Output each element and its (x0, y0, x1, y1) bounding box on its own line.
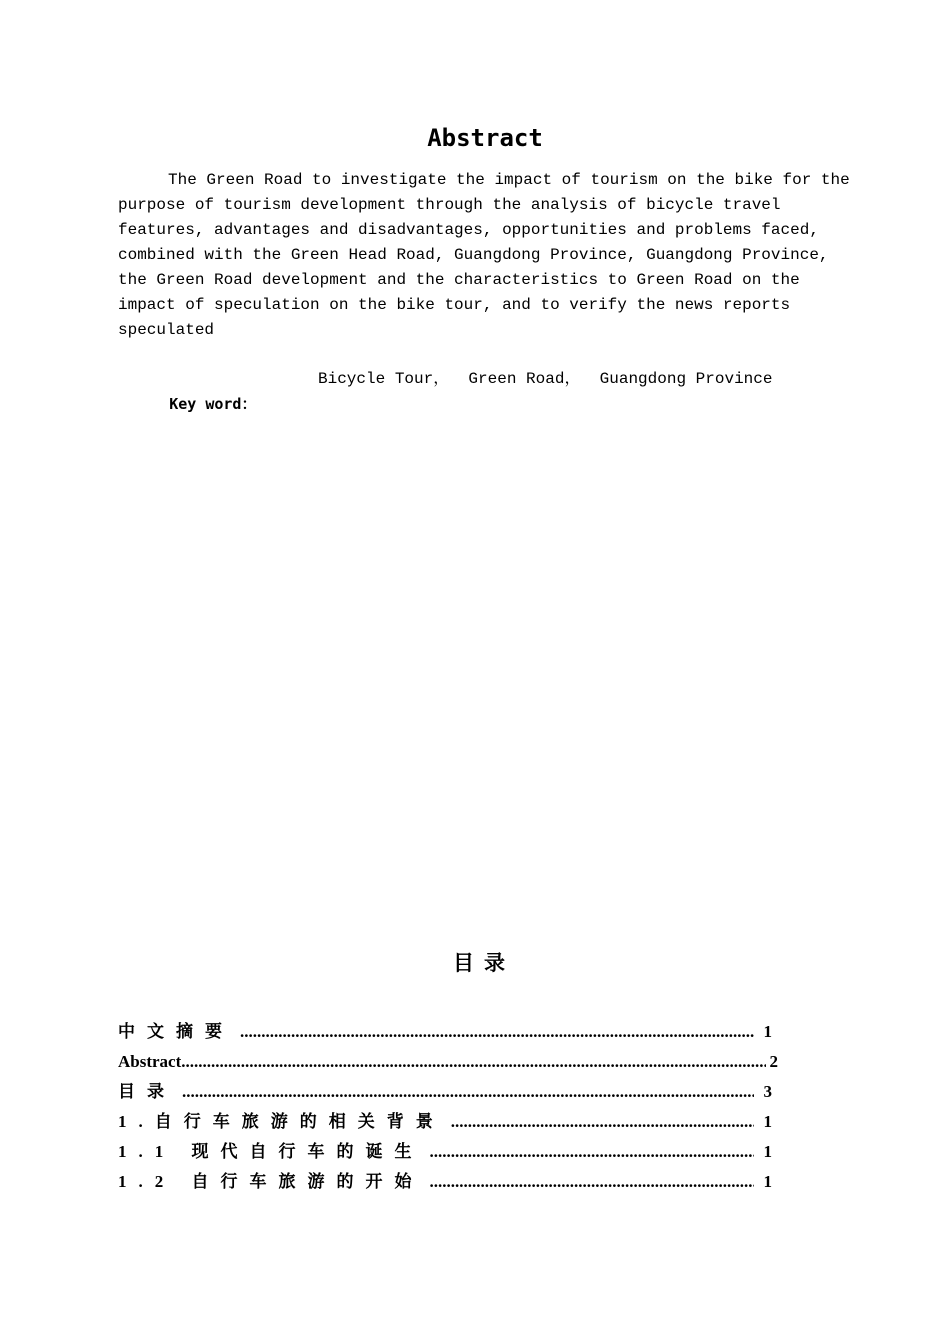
abstract-line: speculated (118, 321, 215, 339)
table-of-contents (118, 1012, 778, 1192)
toc-title: 目录 (453, 951, 515, 975)
toc-entry-label: 目录 (118, 1082, 176, 1101)
toc-entry-label: 1.自行车旅游的相关背景 (118, 1112, 445, 1131)
abstract-line: the Green Road development and the characteristics to Green Road on the (118, 271, 800, 289)
toc-entry[interactable] (118, 1042, 778, 1072)
abstract-line: impact of speculation on the bike tour, and to verify the news reports (118, 296, 791, 314)
toc-entry-label: Abstract (118, 1052, 182, 1071)
abstract-title: Abstract (427, 124, 543, 152)
abstract-line: combined with the Green Head Road, Guangdong Province, Guangdong Province, (118, 246, 829, 264)
toc-entry[interactable] (118, 1102, 778, 1132)
toc-entry-label: 中文摘要 (118, 1022, 234, 1041)
toc-entry[interactable] (118, 1012, 778, 1042)
toc-leader-dots (430, 1142, 755, 1162)
toc-leader-dots (181, 1052, 766, 1072)
toc-leader-dots (451, 1112, 754, 1132)
abstract-body (118, 168, 858, 343)
keywords (150, 367, 773, 443)
abstract-line: features, advantages and disadvantages, opportunities and problems faced, (118, 221, 819, 239)
keywords-label: Key word： (169, 395, 257, 413)
toc-entry-page: 1 (763, 1172, 772, 1191)
toc-entry-label: 1.2 自行车旅游的开始 (118, 1172, 424, 1191)
abstract-line: purpose of tourism development through the analysis of bicycle travel (118, 196, 781, 214)
abstract-line: The Green Road to investigate the impact of tourism on the bike for the (168, 171, 850, 189)
toc-entry-label: 1.1 现代自行车的诞生 (118, 1142, 424, 1161)
toc-entry-page: 3 (763, 1082, 772, 1101)
toc-entry[interactable] (118, 1072, 778, 1102)
toc-entry-page: 1 (763, 1022, 772, 1041)
toc-entry[interactable] (118, 1162, 778, 1192)
toc-entry-page: 1 (763, 1112, 772, 1131)
toc-entry[interactable] (118, 1132, 778, 1162)
toc-leader-dots (430, 1172, 755, 1192)
toc-entry-page: 2 (769, 1052, 778, 1071)
toc-leader-dots (240, 1022, 754, 1042)
keywords-list: Bicycle Tour， Green Road， Guangdong Province (318, 370, 773, 388)
toc-leader-dots (182, 1082, 754, 1102)
toc-entry-page: 1 (763, 1142, 772, 1161)
